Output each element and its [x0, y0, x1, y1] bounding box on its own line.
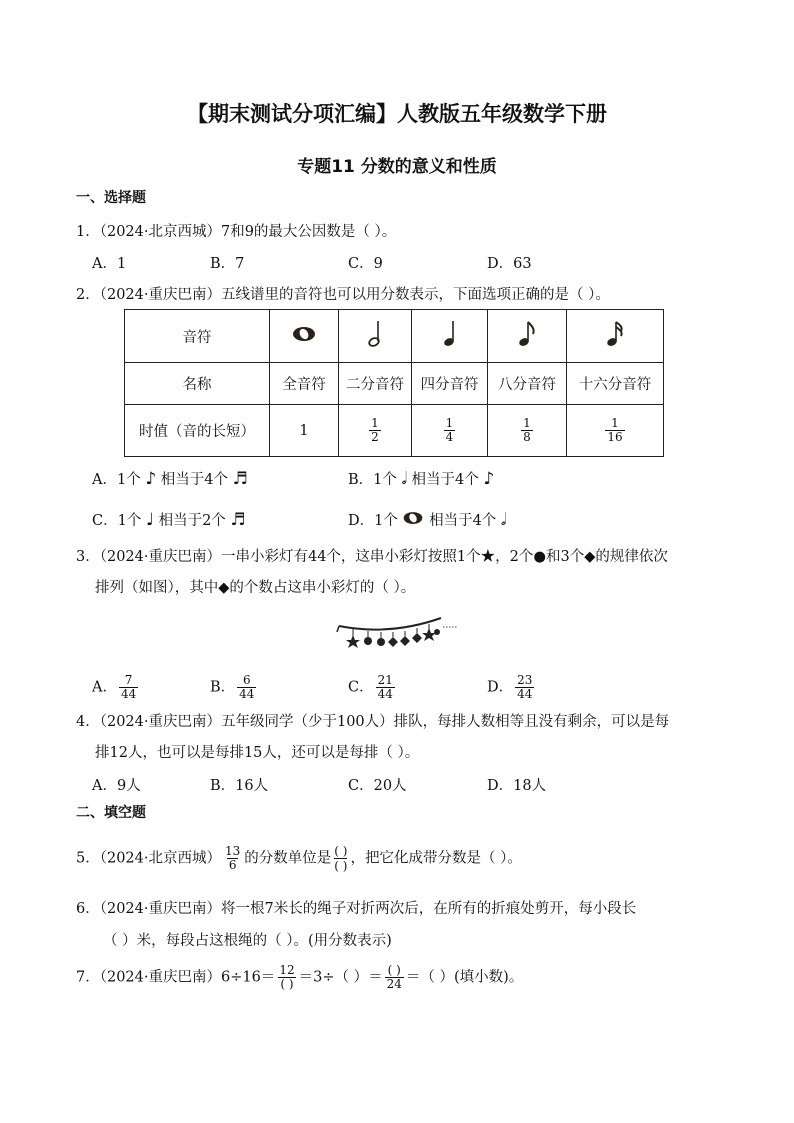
eighth-note-icon: ♪ — [145, 469, 157, 489]
row-label-note: 音符 — [125, 310, 270, 363]
question-6-line2: （ ）米，每段占这根绳的（ ）。(用分数表示) — [103, 933, 392, 949]
duration-value: 1 — [270, 405, 339, 457]
q1-option-b: B．7 — [210, 256, 245, 272]
page-title: 【期末测试分项汇编】人教版五年级数学下册 — [187, 102, 607, 126]
row-label-duration: 时值（音的长短） — [125, 405, 270, 457]
page-subtitle: 专题11 分数的意义和性质 — [297, 157, 497, 177]
whole-note-icon — [270, 310, 339, 363]
section-heading-choice: 一、选择题 — [76, 190, 146, 206]
duration-value: $\frac{1}{2}$ — [339, 405, 412, 457]
question-3-line1: 3．（2024·重庆巴南）一串小彩灯有44个，这串小彩灯按照1个★，2个●和3个◆的规律依次 — [76, 549, 668, 565]
q2-option-d: D．1个 相当于4个 𝅗𝅥 — [348, 510, 507, 530]
quarter-note-icon — [412, 310, 488, 363]
half-note-icon — [339, 310, 412, 363]
q4-option-c: C．20人 — [348, 778, 407, 794]
q4-option-a: A．9人 — [92, 778, 141, 794]
question-4-line1: 4．（2024·重庆巴南）五年级同学（少于100人）排队，每排人数相等且没有剩余，可以是每 — [76, 714, 670, 730]
answer-blank-fraction[interactable]: $\frac{( )}{( )}$ — [334, 844, 348, 873]
sixteenth-note-icon: ♬ — [230, 510, 246, 530]
note-table — [124, 309, 664, 457]
note-name: 全音符 — [270, 363, 339, 405]
half-note-icon: 𝅗𝅥 — [500, 510, 507, 530]
question-6-line1: 6．（2024·重庆巴南）将一根7米长的绳子对折两次后，在所有的折痕处剪开，每小段长 — [76, 901, 637, 917]
whole-note-icon — [402, 511, 424, 531]
question-7: 7．（2024·重庆巴南）6÷16＝ $\frac{12}{( )}$ ＝3÷（ ）＝ $\frac{( )}{24}$ ＝（ ）(填小数)。 — [76, 963, 524, 991]
duration-value: $\frac{1}{8}$ — [488, 405, 567, 457]
duration-value: $\frac{1}{4}$ — [412, 405, 488, 457]
q4-option-d: D．18人 — [487, 778, 547, 794]
q3-option-b: B． $\frac{6}{44}$ — [210, 673, 255, 701]
question-1-stem: 1．（2024·北京西城）7和9的最大公因数是（ ）。 — [76, 224, 397, 240]
question-5: 5．（2024·北京西城） $\frac{13}{6}$ 的分数单位是 $\frac{( )}{( )}$ ，把它化成带分数是（ ）。 — [76, 844, 522, 873]
eighth-note-icon: ♪ — [483, 469, 495, 489]
note-name: 四分音符 — [412, 363, 488, 405]
duration-value: $\frac{1}{16}$ — [567, 405, 664, 457]
note-name: 二分音符 — [339, 363, 412, 405]
question-3-line2: 排列（如图），其中◆的个数占这串小彩灯的（ ）。 — [95, 580, 416, 596]
q1-option-a: A．1 — [92, 256, 127, 272]
note-name: 八分音符 — [488, 363, 567, 405]
q3-option-a: A． $\frac{7}{44}$ — [92, 673, 137, 701]
section-heading-fill: 二、填空题 — [76, 805, 146, 821]
q1-option-d: D．63 — [487, 256, 532, 272]
half-note-icon: 𝅗𝅥 — [401, 469, 407, 489]
q2-option-c: C．1个 ♩ 相当于2个 ♬ — [92, 510, 246, 530]
row-label-name: 名称 — [125, 363, 270, 405]
sixteenth-note-icon: ♬ — [232, 469, 248, 489]
sixteenth-note-icon — [567, 310, 664, 363]
eighth-note-icon — [488, 310, 567, 363]
string-lights-image — [335, 614, 461, 654]
q2-option-a: A．1个 ♪ 相当于4个 ♬ — [92, 469, 248, 489]
q4-option-b: B．16人 — [210, 778, 269, 794]
quarter-note-icon: ♩ — [145, 510, 154, 530]
q1-option-c: C．9 — [348, 256, 383, 272]
question-2-stem: 2．（2024·重庆巴南）五线谱里的音符也可以用分数表示，下面选项正确的是（ ）。 — [76, 287, 610, 303]
note-name: 十六分音符 — [567, 363, 664, 405]
q3-option-c: C． $\frac{21}{44}$ — [348, 673, 393, 701]
q2-option-b: B．1个 𝅗𝅥 相当于4个 ♪ — [348, 469, 495, 489]
q3-option-d: D． $\frac{23}{44}$ — [487, 673, 533, 701]
question-4-line2: 排12人，也可以是每排15人，还可以是每排（ ）。 — [95, 745, 420, 761]
